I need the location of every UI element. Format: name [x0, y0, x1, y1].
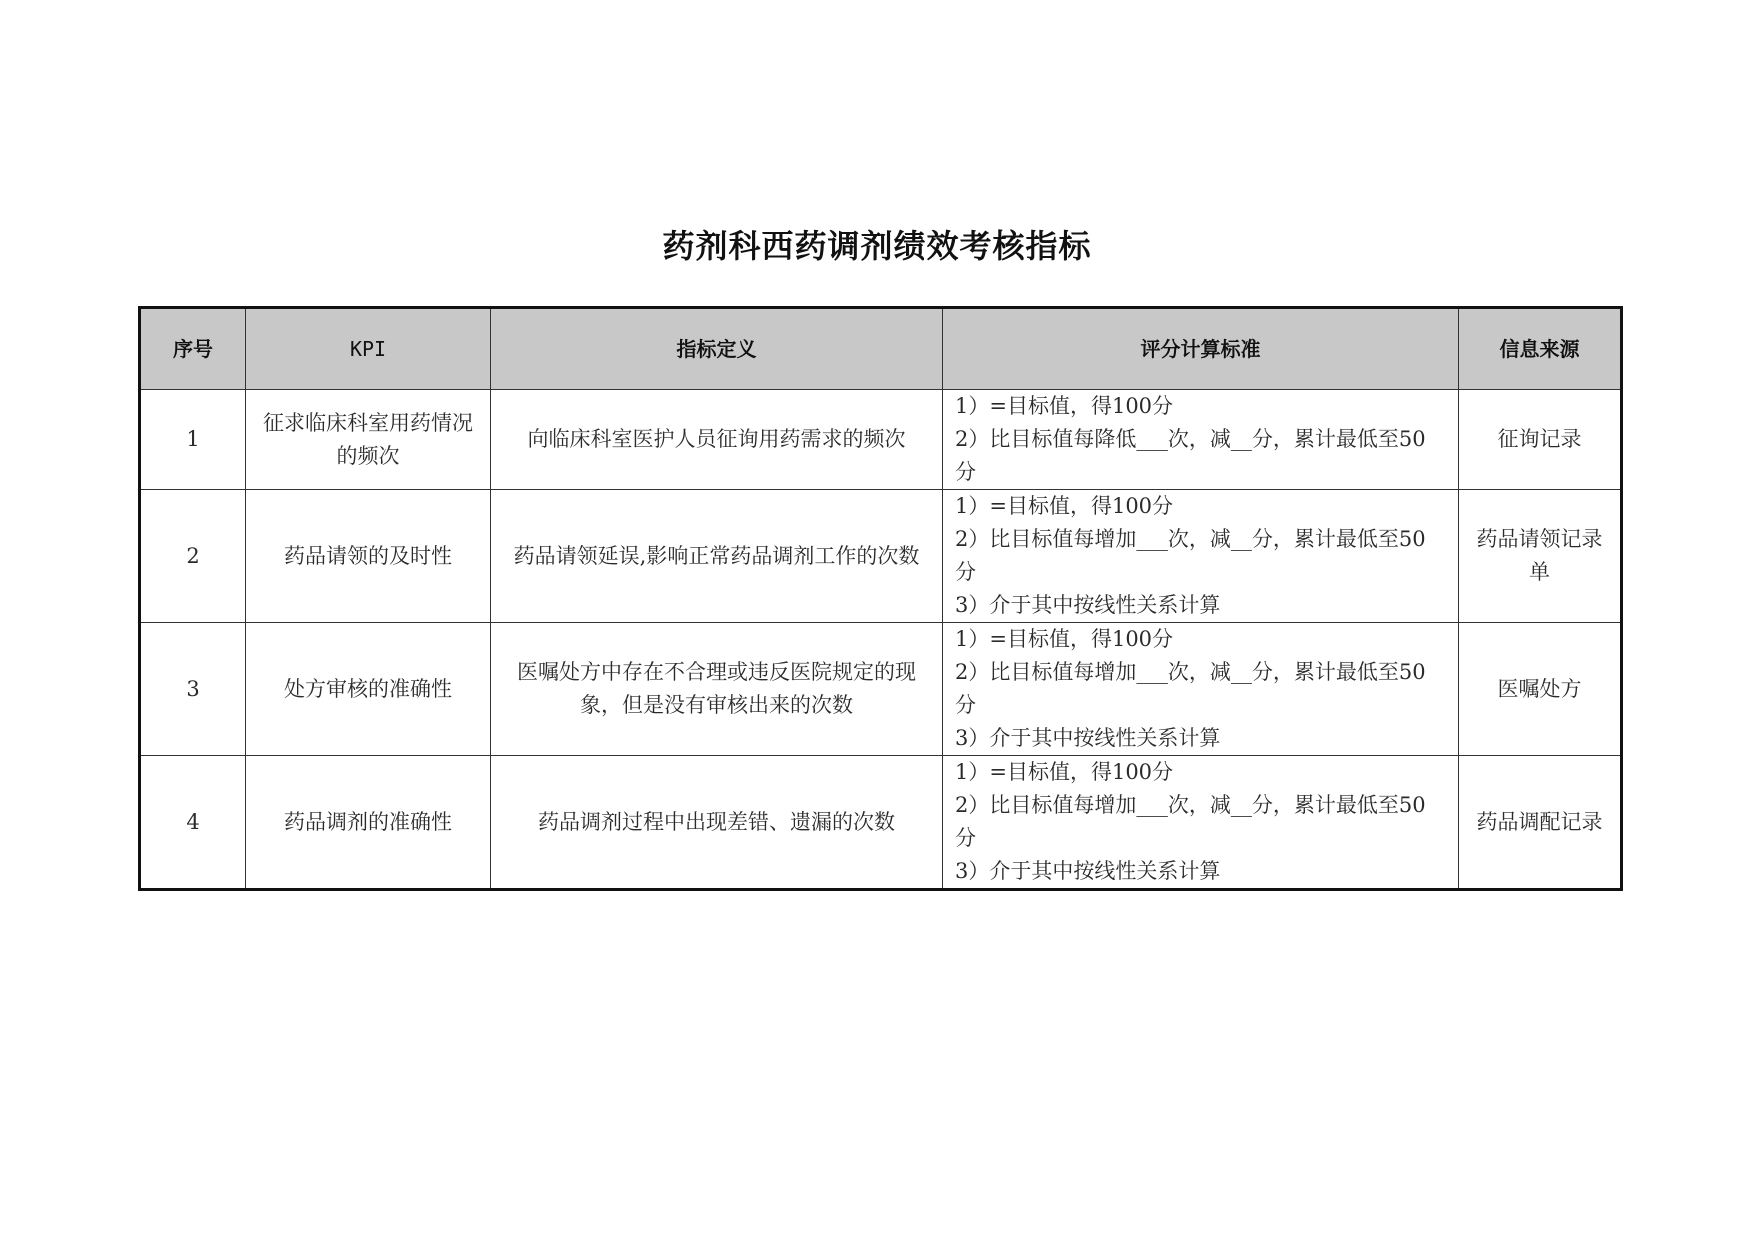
- table-row: [140, 390, 1622, 490]
- cell-kpi: 药品请领的及时性: [246, 490, 491, 623]
- cell-index: 2: [140, 490, 246, 623]
- table-header-row: [140, 308, 1622, 390]
- cell-criteria: [943, 490, 1459, 623]
- criteria-line: 2）比目标值每增加___次，减__分，累计最低至50分: [955, 793, 1426, 850]
- cell-source: 药品调配记录: [1459, 756, 1622, 890]
- criteria-line: 2）比目标值每增加___次，减__分，累计最低至50分: [955, 527, 1426, 584]
- kpi-table: [138, 306, 1623, 891]
- criteria-line: 1）=目标值，得100分: [955, 494, 1174, 518]
- header-criteria: 评分计算标准: [943, 308, 1459, 390]
- cell-source: 医嘱处方: [1459, 623, 1622, 756]
- header-definition: 指标定义: [491, 308, 943, 390]
- cell-definition: 药品请领延误,影响正常药品调剂工作的次数: [491, 490, 943, 623]
- header-index: 序号: [140, 308, 246, 390]
- cell-definition: 向临床科室医护人员征询用药需求的频次: [491, 390, 943, 490]
- page-title: 药剂科西药调剂绩效考核指标: [662, 227, 1092, 265]
- table-row: [140, 490, 1622, 623]
- header-source: 信息来源: [1459, 308, 1622, 390]
- cell-source: 征询记录: [1459, 390, 1622, 490]
- criteria-line: 1）=目标值，得100分: [955, 627, 1174, 651]
- criteria-line: 3）介于其中按线性关系计算: [955, 593, 1221, 617]
- criteria-line: 2）比目标值每降低___次，减__分，累计最低至50分: [955, 427, 1426, 484]
- cell-definition: 药品调剂过程中出现差错、遗漏的次数: [491, 756, 943, 890]
- cell-definition: 医嘱处方中存在不合理或违反医院规定的现象，但是没有审核出来的次数: [491, 623, 943, 756]
- cell-source: 药品请领记录单: [1459, 490, 1622, 623]
- header-kpi: KPI: [246, 308, 491, 390]
- table-row: [140, 756, 1622, 890]
- cell-kpi: 处方审核的准确性: [246, 623, 491, 756]
- cell-criteria: [943, 390, 1459, 490]
- cell-kpi: 药品调剂的准确性: [246, 756, 491, 890]
- cell-index: 4: [140, 756, 246, 890]
- table-row: [140, 623, 1622, 756]
- criteria-line: 2）比目标值每增加___次，减__分，累计最低至50分: [955, 660, 1426, 717]
- criteria-line: 1）=目标值，得100分: [955, 394, 1174, 418]
- cell-criteria: [943, 623, 1459, 756]
- cell-index: 3: [140, 623, 246, 756]
- cell-index: 1: [140, 390, 246, 490]
- cell-kpi: 征求临床科室用药情况的频次: [246, 390, 491, 490]
- cell-criteria: [943, 756, 1459, 890]
- criteria-line: 1）=目标值，得100分: [955, 760, 1174, 784]
- criteria-line: 3）介于其中按线性关系计算: [955, 726, 1221, 750]
- criteria-line: 3）介于其中按线性关系计算: [955, 859, 1221, 883]
